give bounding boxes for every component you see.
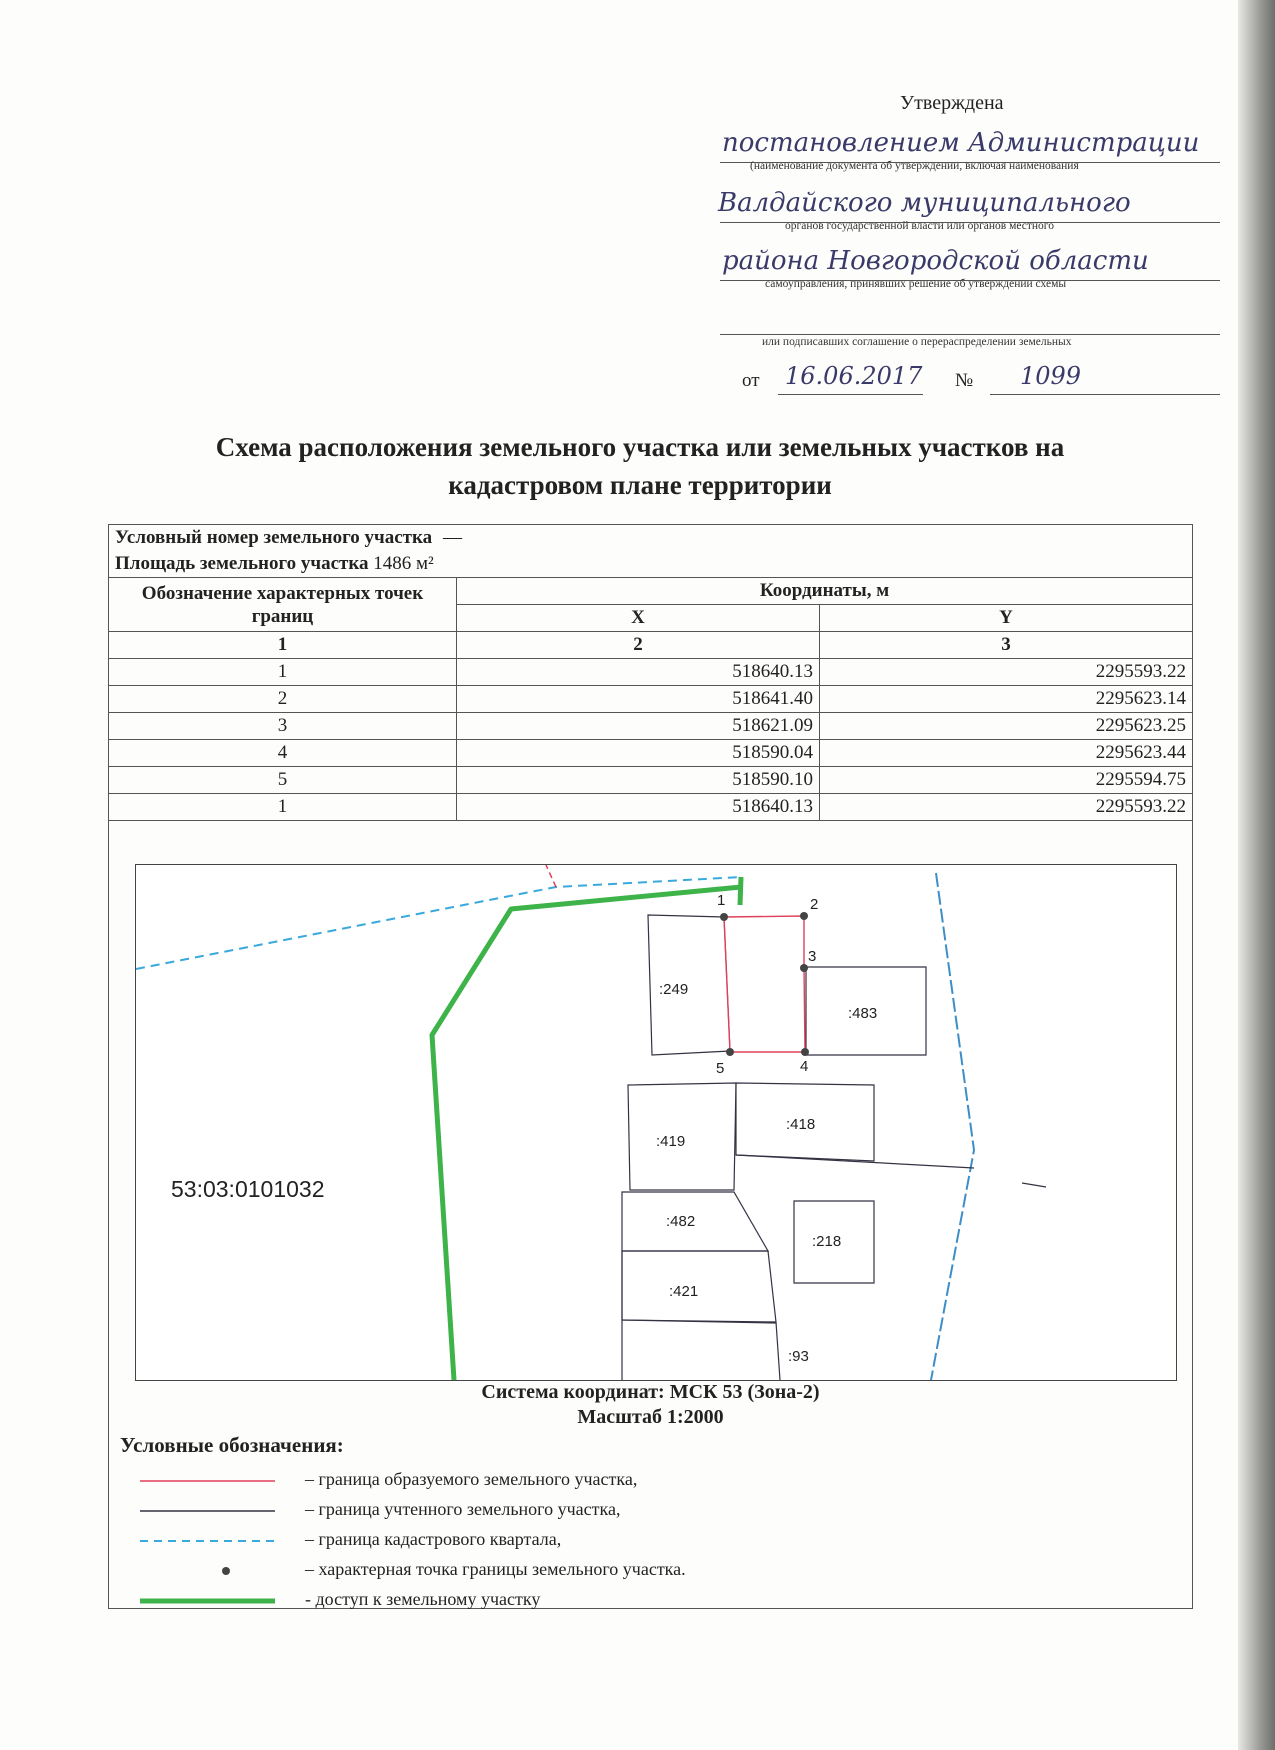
legend-item-existing-boundary (120, 1496, 1020, 1526)
col-num: 3 (820, 632, 1193, 659)
point-label: 3 (808, 948, 817, 965)
col-coords-header: Координаты, м (457, 578, 1193, 605)
approval-handwritten-line3: района Новгородской области (722, 246, 1149, 276)
point-symbol (140, 1556, 275, 1586)
boundary-line (736, 1155, 974, 1168)
parcel-label: :93 (788, 1348, 809, 1365)
x-cell: 518621.09 (457, 713, 820, 740)
date-prefix: от (742, 370, 760, 391)
approval-handwritten-line2: Валдайского муниципального (718, 188, 1131, 218)
x-cell: 518640.13 (457, 794, 820, 821)
parcel-label: :218 (812, 1233, 842, 1250)
title-line2: кадастровом плане территории (448, 470, 832, 500)
parcel-label: :249 (659, 981, 689, 998)
cond-number-row (109, 525, 1193, 552)
boundary-point (801, 1048, 809, 1056)
col-points-header: Обозначение характерных точек границ (109, 578, 457, 632)
legend-item-access (120, 1586, 1020, 1616)
point-cell: 4 (109, 740, 457, 767)
boundary-point (800, 964, 808, 972)
cond-number-label: Условный номер земельного участка (115, 527, 433, 548)
boundary-point (800, 912, 808, 920)
underline (778, 394, 923, 395)
legend-item-characteristic-point (120, 1556, 1020, 1586)
parcel-421-outline (622, 1251, 776, 1322)
area-label: Площадь земельного участка (115, 553, 369, 574)
cadastral-map (135, 864, 1177, 1381)
y-cell: 2295593.22 (820, 794, 1193, 821)
parcel-label: :421 (669, 1283, 699, 1300)
x-cell: 518640.13 (457, 659, 820, 686)
number-sign: № (955, 370, 974, 391)
dashed-blue-line-symbol (140, 1526, 275, 1556)
parcel-label: :483 (848, 1005, 878, 1022)
parcel-label: :418 (786, 1116, 816, 1133)
x-cell: 518590.10 (457, 767, 820, 794)
legend-label: – граница учтенного земельного участка, (305, 1499, 621, 1519)
table-row (109, 767, 1193, 794)
approval-heading: Утверждена (900, 92, 1004, 114)
quarter-number: 53:03:0101032 (171, 1176, 325, 1202)
point-label: 1 (717, 892, 726, 909)
point-label: 5 (716, 1060, 725, 1077)
point-label: 2 (810, 896, 819, 913)
legend-item-new-boundary (120, 1466, 1020, 1496)
red-line-symbol (140, 1466, 275, 1496)
approval-caption-line2: органов государственной власти или органов местного (785, 220, 1054, 232)
point-label: 4 (800, 1058, 809, 1075)
point-cell: 3 (109, 713, 457, 740)
access-path-stub (740, 877, 741, 905)
title-line1: Схема расположения земельного участка или земельных участков на (215, 432, 1065, 462)
y-cell: 2295623.44 (820, 740, 1193, 767)
table-row (109, 659, 1193, 686)
point-cell: 1 (109, 794, 457, 821)
access-path (432, 887, 741, 1380)
x-cell: 518641.40 (457, 686, 820, 713)
x-cell: 518590.04 (457, 740, 820, 767)
parcel-labels (656, 981, 877, 1365)
boundary-point (720, 913, 728, 921)
scan-edge-shadow (1238, 0, 1275, 1750)
approval-handwritten-line1: постановлением Администрации (722, 128, 1200, 158)
col-x-header: X (457, 605, 820, 632)
approval-number: 1099 (1020, 362, 1082, 390)
boundary-line (1022, 1183, 1046, 1187)
dark-line-symbol (140, 1496, 275, 1526)
approval-caption-line4: или подписавших соглашение о перераспределении земельных (762, 336, 1072, 348)
underline (720, 334, 1220, 335)
legend-label: – характерная точка границы земельного участка. (305, 1559, 686, 1579)
table-row (109, 686, 1193, 713)
table-row (109, 713, 1193, 740)
column-numbers-row (109, 632, 1193, 659)
green-line-symbol (140, 1586, 275, 1616)
new-parcel-boundary (724, 916, 805, 1052)
map-svg (136, 865, 1176, 1380)
map-scale: Масштаб 1:2000 (577, 1406, 724, 1428)
legend-label: – граница кадастрового квартала, (305, 1529, 562, 1549)
parcel-label: :482 (666, 1213, 696, 1230)
point-cell: 5 (109, 767, 457, 794)
approval-date: 16.06.2017 (785, 362, 923, 390)
legend-item-quarter-boundary (120, 1526, 1020, 1556)
col-y-header: Y (820, 605, 1193, 632)
area-row (109, 551, 1193, 578)
page-title (120, 428, 1160, 504)
area-value: 1486 м² (373, 553, 434, 574)
boundary-line (776, 1322, 780, 1380)
underline (990, 394, 1220, 395)
legend-title: Условные обозначения: (120, 1433, 344, 1457)
y-cell: 2295593.22 (820, 659, 1193, 686)
quarter-boundary-top (136, 877, 741, 969)
point-cell: 2 (109, 686, 457, 713)
boundary-point (726, 1048, 734, 1056)
table-row (109, 740, 1193, 767)
legend-label: – граница образуемого земельного участка, (305, 1469, 638, 1489)
characteristic-points (720, 912, 809, 1056)
y-cell: 2295623.14 (820, 686, 1193, 713)
approval-caption-line3: самоуправления, принявших решение об утверждении схемы (765, 278, 1067, 290)
quarter-boundary-stub (546, 865, 556, 887)
table-row (109, 794, 1193, 821)
legend-label: - доступ к земельному участку (305, 1589, 541, 1609)
col-num: 2 (457, 632, 820, 659)
y-cell: 2295594.75 (820, 767, 1193, 794)
point-cell: 1 (109, 659, 457, 686)
parcel-label: :419 (656, 1133, 686, 1150)
quarter-boundary-right (931, 873, 974, 1380)
coordinates-table (108, 524, 1193, 821)
approval-caption-line1: (наименование документа об утверждении, включая наименования (750, 160, 1079, 172)
cond-number-value: — (442, 527, 462, 548)
coordinate-system: Система координат: МСК 53 (Зона-2) (481, 1381, 820, 1403)
header-row (109, 578, 1193, 605)
col-num: 1 (109, 632, 457, 659)
y-cell: 2295623.25 (820, 713, 1193, 740)
